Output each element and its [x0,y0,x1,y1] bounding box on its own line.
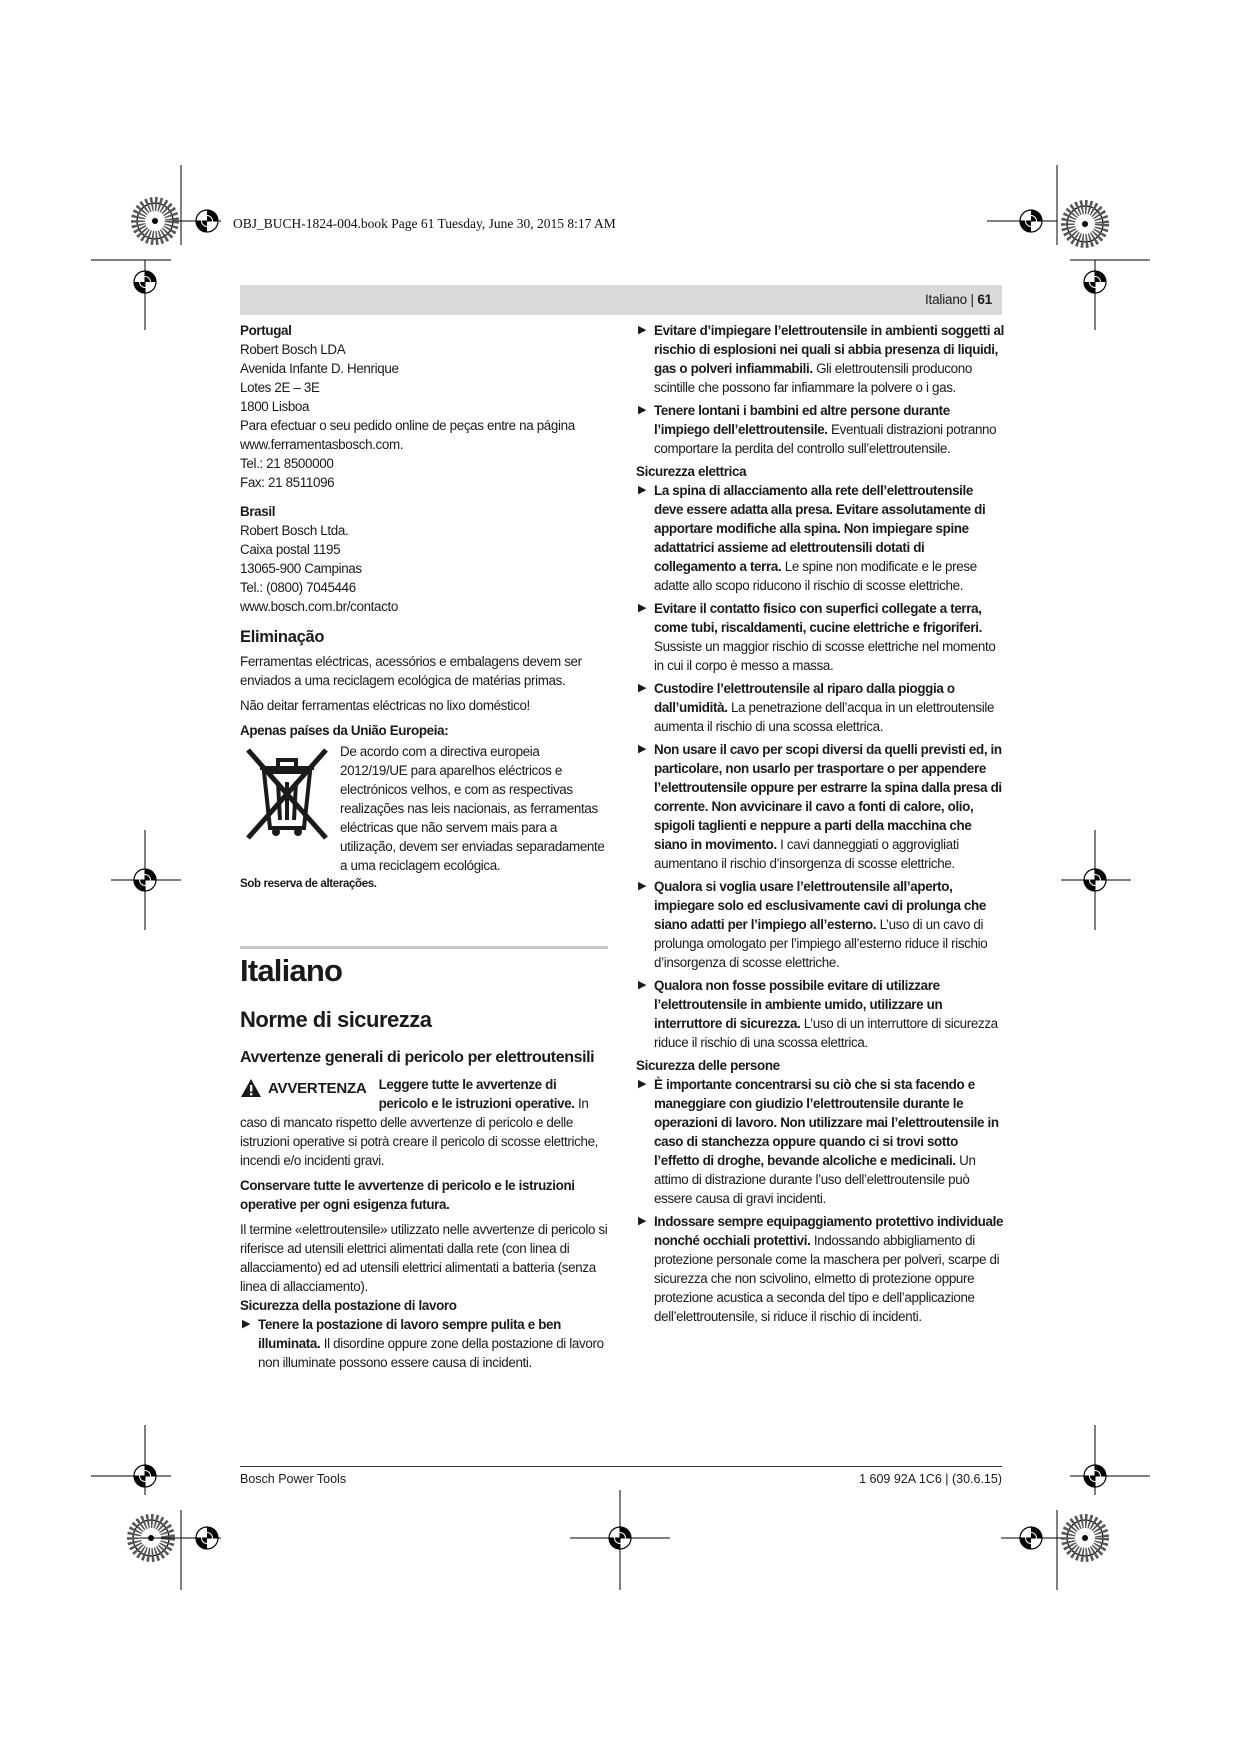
address-line: Tel.: (0800) 7045446 [240,580,356,595]
file-info: OBJ_BUCH-1824-004.book Page 61 Tuesday, June 30, 2015 8:17 AM [233,216,616,231]
left-column [240,321,608,1376]
bullet-text: L’uso di un cavo di prolunga omologato per l’impiego all’esterno riduce il rischio d’insorgenza di scosse elettriche. [654,917,988,970]
footer-docnum: 1 609 92A 1C6 | (30.6.15) [859,1472,1002,1486]
electrical-heading: Sicurezza elettrica [636,464,747,479]
registration-mark-icon [1061,830,1131,930]
list-item [636,976,1004,1052]
persons-heading: Sicurezza delle persone [636,1058,780,1073]
bullet-text: Il disordine oppure zone della postazione di lavoro non illuminate possono essere causa di incidenti. [258,1336,604,1370]
bullet-bold: Indossare sempre equipaggiamento protettivo individuale nonché occhiali protettivi. [654,1214,1004,1248]
eliminacao-paragraph: Ferramentas eléctricas, acessórios e embalagens devem ser enviados a uma reciclagem ecológica de matérias primas. [240,654,582,688]
bullet-triangle-icon: ▶ [638,682,647,694]
bullet-triangle-icon: ▶ [638,324,647,336]
registration-mark-icon [91,1425,171,1495]
reserve-note: Sob reserva de alterações. [240,878,377,890]
registration-mark-icon [1070,260,1150,330]
list-item [240,1315,608,1372]
address-line: Tel.: 21 8500000 [240,456,334,471]
avvertenze-heading: Avvertenze generali di pericolo per elettroutensili [240,1049,595,1066]
crossed-bin-icon [240,742,332,842]
registration-mark-icon [1070,1425,1150,1495]
warning-bold-text: Leggere tutte le avvertenze di pericolo e le istruzioni operative. [378,1077,575,1111]
bullet-triangle-icon: ▶ [638,602,647,614]
list-item [636,401,1004,458]
warning-text: In caso di mancato rispetto delle avvertenze di pericolo e delle istruzioni operative si potrà creare il pericolo di scosse elettriche, incendi e/o incidenti gravi. [240,1096,599,1168]
list-item [636,321,1004,397]
list-item [636,1075,1004,1208]
header-separator: | [970,292,974,307]
registration-mark-icon [91,260,171,330]
page-number: 61 [977,292,992,307]
registration-mark-icon [1001,1510,1067,1590]
warning-triangle-icon [240,1078,262,1098]
eu-heading: Apenas países da União Europeia: [240,723,449,738]
list-item [636,877,1004,972]
term-paragraph: Il termine «elettroutensile» utilizzato nelle avvertenze di pericolo si riferisce ad utensili elettrici alimentati dalla rete (con linea di allacciamento) ed ad utensili elettrici alimentati a batteria (senza linea di allacciamento). [240,1222,608,1294]
bullet-bold: Tenere lontani i bambini ed altre persone durante l’impiego dell’elettroutensile. [654,403,950,437]
address-line: www.ferramentasbosch.com. [240,437,404,452]
norme-heading: Norme di sicurezza [240,1007,432,1032]
bullet-bold: Evitare il contatto fisico con superfici collegate a terra, come tubi, riscaldamenti, cucine elettriche e frigoriferi. [654,601,982,635]
bullet-bold: Tenere la postazione di lavoro sempre pulita e ben illuminata. [258,1317,561,1351]
list-item [636,740,1004,873]
address-line: 13065-900 Campinas [240,561,362,576]
bullet-triangle-icon: ▶ [638,1078,647,1090]
brasil-heading: Brasil [240,504,276,519]
bullet-bold: La spina di allacciamento alla rete dell’elettroutensile deve essere adatta alla presa. Evitare assolutamente di apportare modifiche alla spina. Non impiegare spine adattatrici assieme ad elettroutensili dotati di collegamento a terra. [654,483,986,574]
bullet-text: Indossando abbigliamento di protezione personale come la maschera per polveri, scarpe di sicurezza che non scivolino, elmetto di protezione oppure protezione acustica a seconda del tipo e dell’applicazione dell’elettroutensile, si riduce il rischio di incidenti. [654,1233,1000,1324]
bullet-triangle-icon: ▶ [638,880,647,892]
list-item [636,1212,1004,1326]
warning-block [240,1075,608,1170]
eu-directive-text: De acordo com a directiva europeia 2012/19/UE para aparelhos eléctricos e electrónicos velhos, e com as respectivas realizações nas leis nacionais, as ferramentas eléctricas que não servem mais para a utilização, devem ser enviadas separadamente a uma reciclagem ecológica. [340,744,605,873]
address-line: Robert Bosch LDA [240,342,346,357]
bullet-text: Le spine non modificate e le prese adatte allo scopo riducono il rischio di scosse elettriche. [654,559,977,593]
warning-badge [240,1078,367,1098]
eliminacao-paragraph: Não deitar ferramentas eléctricas no lixo doméstico! [240,698,530,713]
eliminacao-heading: Eliminação [240,628,325,646]
bullet-bold: Non usare il cavo per scopi diversi da quelli previsti ed, in particolare, non usarlo per trasportare o per appendere l’elettroutensile oppure per estrarre la spina dalla presa di corrente. Non avvicinare il cavo a fonti di calore, olio, spigoli taglienti e neppure a parti della macchina che siano in movimento. [654,742,1002,852]
bullet-bold: Evitare d’impiegare l’elettroutensile in ambienti soggetti al rischio di esplosioni nei quali si abbia presenza di liquidi, gas o polveri infiammabili. [654,323,1004,376]
bullet-triangle-icon: ▶ [638,1215,647,1227]
workplace-heading: Sicurezza della postazione di lavoro [240,1298,457,1313]
keep-instructions: Conservare tutte le avvertenze di pericolo e le istruzioni operative per ogni esigenza futura. [240,1178,575,1212]
bullet-text: Gli elettroutensili producono scintille che possono far infiammare la polvere o i gas. [654,361,972,395]
address-line: Robert Bosch Ltda. [240,523,349,538]
registration-mark-icon [987,165,1057,245]
bullet-triangle-icon: ▶ [638,743,647,755]
bullet-text: I cavi danneggiati o aggrovigliati aumentano il rischio d’insorgenza di scosse elettriche. [654,837,959,871]
bullet-bold: Custodire l’elettroutensile al riparo dalla pioggia o dall’umidità. [654,681,955,715]
registration-mark-icon [570,1490,670,1590]
address-line: Avenida Infante D. Henrique [240,361,399,376]
running-header [240,285,1002,315]
color-bar-target-icon [1067,206,1103,242]
footer-rule [240,1466,1002,1467]
bullet-bold: È importante concentrarsi su ciò che si sta facendo e maneggiare con giudizio l’elettroutensile durante le operazioni di lavoro. Non utilizzare mai l’elettroutensile in caso di stanchezza oppure quando ci si trovi sotto l’effetto di droghe, bevande alcoliche e medicinali. [654,1077,999,1168]
bullet-bold: Qualora non fosse possibile evitare di utilizzare l’elettroutensile in ambiente umido, utilizzare un interruttore di sicurezza. [654,978,943,1031]
address-line: www.bosch.com.br/contacto [240,599,398,614]
list-item [636,679,1004,736]
section-divider [240,946,608,949]
bullet-text: Un attimo di distrazione durante l’uso dell’elettroutensile può essere causa di gravi incidenti. [654,1153,976,1206]
address-line: Fax: 21 8511096 [240,475,335,490]
bullet-text: Eventuali distrazioni potranno comportare la perdita del controllo sull’elettroutensile. [654,422,997,456]
address-line: Lotes 2E – 3E [240,380,320,395]
bullet-triangle-icon: ▶ [638,484,647,496]
bullet-text: L’uso di un interruttore di sicurezza riduce il rischio di una scossa elettrica. [654,1016,998,1050]
list-item [636,599,1004,675]
bullet-text: La penetrazione dell’acqua in un elettroutensile aumenta il rischio di una scossa elettrica. [654,700,995,734]
address-line: Para efectuar o seu pedido online de peças entre na página [240,418,575,433]
bullet-triangle-icon: ▶ [638,979,647,991]
address-line: Caixa postal 1195 [240,542,341,557]
brasil-address [240,521,608,616]
color-bar-target-icon [1067,1520,1103,1556]
bullet-triangle-icon: ▶ [242,1318,251,1330]
portugal-address [240,340,608,492]
warning-label: AVVERTENZA [268,1079,367,1097]
italiano-title: Italiano [240,953,343,988]
bullet-bold: Qualora si voglia usare l’elettroutensile all’aperto, impiegare solo ed esclusivamente cavi di prolunga che siano adatti per l’impiego all’esterno. [654,879,986,932]
portugal-heading: Portugal [240,323,292,338]
right-column [636,321,1004,1330]
address-line: 1800 Lisboa [240,399,310,414]
registration-mark-icon [111,830,181,930]
footer-brand: Bosch Power Tools [240,1472,347,1486]
list-item [636,481,1004,595]
header-section: Italiano [925,292,967,307]
bullet-triangle-icon: ▶ [638,404,647,416]
color-bar-target-icon [137,203,173,239]
bullet-text: Sussiste un maggior rischio di scosse elettriche nel momento in cui il corpo è messo a massa. [654,639,996,673]
weee-block [240,742,608,875]
